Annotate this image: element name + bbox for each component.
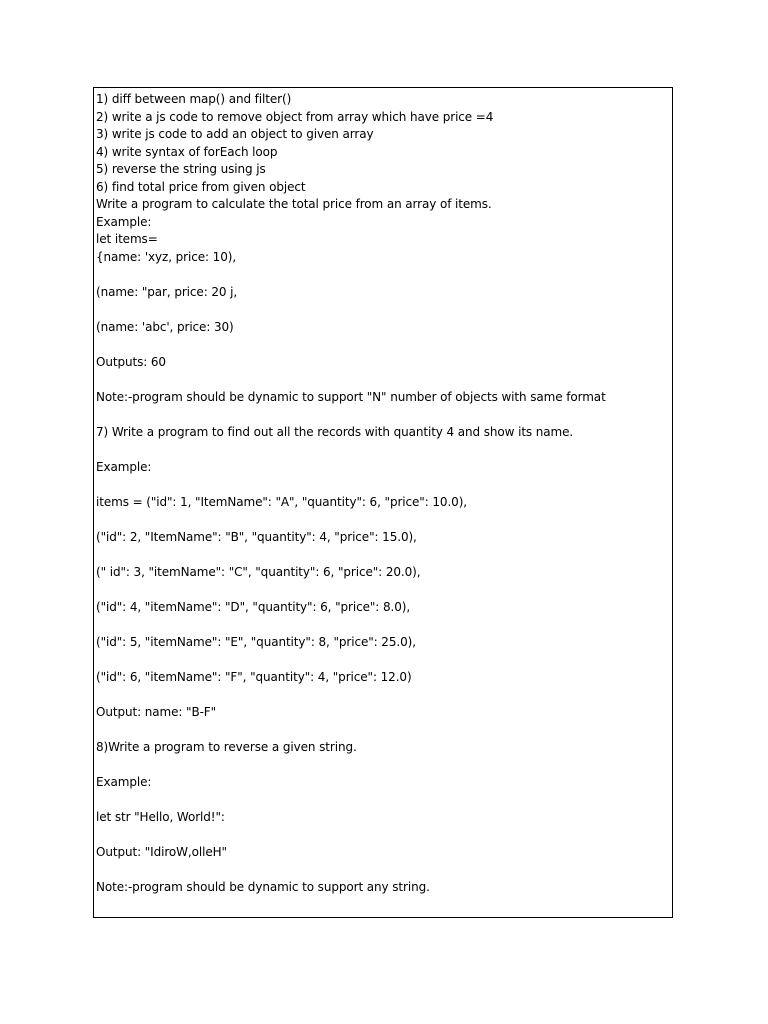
blank-line [96,511,670,529]
blank-line [96,826,670,844]
blank-line [96,861,670,879]
text-line: 8)Write a program to reverse a given string. [96,739,357,754]
blank-line [96,336,670,354]
text-line: (name: "par, price: 20 j, [96,284,238,299]
text-line: Note:-program should be dynamic to support any string. [96,879,430,894]
blank-line [96,581,670,599]
text-line: let items= [96,232,158,246]
text-line: 6) find total price from given object [96,179,306,194]
text-line: 7) Write a program to find out all the records with quantity 4 and show its name. [96,424,574,439]
blank-line [96,301,670,319]
text-line: Example: [96,459,152,474]
blank-line [96,686,670,704]
document-page [93,87,673,918]
text-line: (" id": 3, "itemName": "C", "quantity": 6, "price": 20.0), [96,564,421,579]
text-line: let str "Hello, World!": [96,809,225,824]
text-line: items = ("id": 1, "ItemName": "A", "quantity": 6, "price": 10.0), [96,494,467,509]
text-line: 1) diff between map() and filter() [96,92,292,106]
text-line: 2) write a js code to remove object from array which have price =4 [96,109,494,124]
text-line: Output: "IdiroW,olleH" [96,844,227,859]
text-line: ("id": 4, "itemName": "D", "quantity": 6, "price": 8.0), [96,599,411,614]
blank-line [96,441,670,459]
blank-line [96,616,670,634]
document-text [96,91,670,896]
blank-line [96,756,670,774]
blank-line [96,791,670,809]
text-line: Output: name: "B-F" [96,704,217,719]
text-line: Example: [96,774,152,789]
text-line: ("id": 5, "itemName": "E", "quantity": 8, "price": 25.0), [96,634,416,649]
text-line: Write a program to calculate the total price from an array of items. [96,197,492,211]
text-line: ("id": 2, "ItemName": "B", "quantity": 4, "price": 15.0), [96,529,417,544]
text-line: {name: 'xyz, price: 10), [96,249,237,264]
text-line: Note:-program should be dynamic to support "N" number of objects with same format [96,389,606,404]
blank-line [96,266,670,284]
blank-line [96,371,670,389]
text-line: 4) write syntax of forEach loop [96,144,278,159]
text-line: Example: [96,214,152,229]
text-line: Outputs: 60 [96,354,166,369]
blank-line [96,476,670,494]
text-line: 3) write js code to add an object to given array [96,127,374,141]
text-line: ("id": 6, "itemName": "F", "quantity": 4, "price": 12.0) [96,669,412,684]
blank-line [96,651,670,669]
blank-line [96,721,670,739]
text-line: 5) reverse the string using js [96,162,266,176]
blank-line [96,406,670,424]
blank-line [96,546,670,564]
text-line: (name: 'abc', price: 30) [96,319,234,334]
